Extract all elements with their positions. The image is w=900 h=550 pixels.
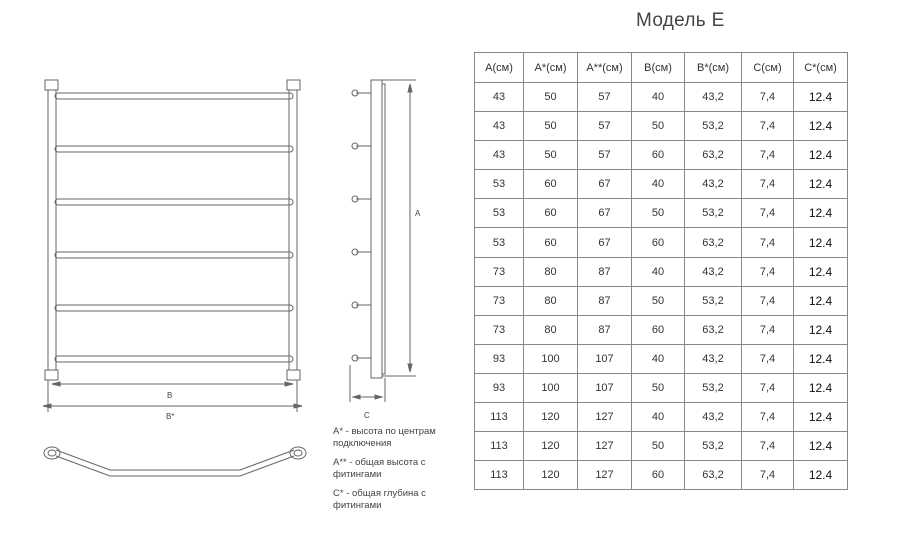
header-cell: C(см) bbox=[742, 53, 794, 83]
spec-table bbox=[474, 52, 848, 490]
table-cell: 40 bbox=[632, 344, 685, 373]
header-cell: A**(см) bbox=[578, 53, 632, 83]
table-cell: 12.4 bbox=[794, 432, 848, 461]
table-cell: 50 bbox=[632, 286, 685, 315]
table-cell: 7,4 bbox=[742, 141, 794, 170]
table-row bbox=[475, 286, 848, 315]
note-a-star: A* - высота по центрам подключения bbox=[333, 426, 436, 449]
note-c-star: C* - общая глубина с фитингами bbox=[333, 488, 426, 511]
table-cell: 120 bbox=[524, 461, 578, 490]
table-cell: 87 bbox=[578, 315, 632, 344]
table-header-row bbox=[475, 53, 848, 83]
header-cell: B(см) bbox=[632, 53, 685, 83]
table-cell: 12.4 bbox=[794, 199, 848, 228]
table-cell: 87 bbox=[578, 286, 632, 315]
table-row bbox=[475, 228, 848, 257]
table-cell: 67 bbox=[578, 170, 632, 199]
table-cell: 7,4 bbox=[742, 228, 794, 257]
table-cell: 53,2 bbox=[685, 286, 742, 315]
table-cell: 12.4 bbox=[794, 344, 848, 373]
table-cell: 50 bbox=[632, 112, 685, 141]
table-cell: 50 bbox=[632, 199, 685, 228]
table-body bbox=[475, 83, 848, 490]
table-cell: 60 bbox=[524, 199, 578, 228]
table-cell: 43,2 bbox=[685, 344, 742, 373]
table-cell: 7,4 bbox=[742, 315, 794, 344]
table-cell: 43 bbox=[475, 112, 524, 141]
table-row bbox=[475, 344, 848, 373]
table-cell: 100 bbox=[524, 373, 578, 402]
table-cell: 12.4 bbox=[794, 403, 848, 432]
table-cell: 107 bbox=[578, 373, 632, 402]
table-cell: 53,2 bbox=[685, 373, 742, 402]
table-cell: 7,4 bbox=[742, 461, 794, 490]
table-cell: 100 bbox=[524, 344, 578, 373]
header-cell: C*(см) bbox=[794, 53, 848, 83]
table-cell: 40 bbox=[632, 170, 685, 199]
table-cell: 43,2 bbox=[685, 403, 742, 432]
table-cell: 127 bbox=[578, 432, 632, 461]
table-cell: 120 bbox=[524, 432, 578, 461]
table-row bbox=[475, 403, 848, 432]
table-cell: 12.4 bbox=[794, 112, 848, 141]
table-cell: 7,4 bbox=[742, 199, 794, 228]
table-cell: 50 bbox=[632, 432, 685, 461]
table-cell: 57 bbox=[578, 83, 632, 112]
table-row bbox=[475, 257, 848, 286]
table-cell: 80 bbox=[524, 315, 578, 344]
table-cell: 7,4 bbox=[742, 112, 794, 141]
table-cell: 63,2 bbox=[685, 228, 742, 257]
table-cell: 60 bbox=[524, 170, 578, 199]
table-cell: 80 bbox=[524, 257, 578, 286]
table-cell: 50 bbox=[524, 141, 578, 170]
table-cell: 57 bbox=[578, 112, 632, 141]
table-cell: 63,2 bbox=[685, 315, 742, 344]
table-cell: 12.4 bbox=[794, 83, 848, 112]
table-cell: 63,2 bbox=[685, 461, 742, 490]
table-cell: 73 bbox=[475, 286, 524, 315]
table-cell: 60 bbox=[632, 461, 685, 490]
header-cell: A(см) bbox=[475, 53, 524, 83]
table-row bbox=[475, 432, 848, 461]
table-cell: 113 bbox=[475, 403, 524, 432]
table-cell: 113 bbox=[475, 432, 524, 461]
rungs bbox=[55, 93, 293, 362]
legend-notes bbox=[333, 426, 463, 519]
table-cell: 12.4 bbox=[794, 141, 848, 170]
table-cell: 50 bbox=[524, 112, 578, 141]
table-cell: 127 bbox=[578, 461, 632, 490]
label-b: B bbox=[167, 391, 173, 400]
table-cell: 73 bbox=[475, 257, 524, 286]
side-view bbox=[350, 80, 416, 402]
table-cell: 12.4 bbox=[794, 315, 848, 344]
table-cell: 63,2 bbox=[685, 141, 742, 170]
table-cell: 53 bbox=[475, 170, 524, 199]
table-cell: 43,2 bbox=[685, 83, 742, 112]
table-row bbox=[475, 112, 848, 141]
table-cell: 53 bbox=[475, 228, 524, 257]
table-cell: 53,2 bbox=[685, 432, 742, 461]
table-cell: 12.4 bbox=[794, 461, 848, 490]
table-cell: 40 bbox=[632, 83, 685, 112]
table-cell: 43 bbox=[475, 83, 524, 112]
table-cell: 7,4 bbox=[742, 432, 794, 461]
table-cell: 43 bbox=[475, 141, 524, 170]
table-cell: 73 bbox=[475, 315, 524, 344]
table-cell: 80 bbox=[524, 286, 578, 315]
table-row bbox=[475, 461, 848, 490]
table-cell: 12.4 bbox=[794, 257, 848, 286]
label-a: A bbox=[415, 209, 421, 218]
label-b-star: B* bbox=[166, 412, 175, 421]
table-cell: 7,4 bbox=[742, 83, 794, 112]
table-cell: 7,4 bbox=[742, 373, 794, 402]
model-title: Модель Е bbox=[636, 10, 725, 31]
table-cell: 107 bbox=[578, 344, 632, 373]
front-view bbox=[43, 80, 302, 412]
table-cell: 127 bbox=[578, 403, 632, 432]
table-cell: 67 bbox=[578, 228, 632, 257]
table-row bbox=[475, 141, 848, 170]
table-cell: 7,4 bbox=[742, 403, 794, 432]
table-cell: 120 bbox=[524, 403, 578, 432]
table-cell: 60 bbox=[632, 228, 685, 257]
note-a-double-star: A** - общая высота с фитингами bbox=[333, 457, 426, 480]
table-cell: 12.4 bbox=[794, 228, 848, 257]
table-cell: 93 bbox=[475, 373, 524, 402]
label-c: C bbox=[364, 411, 370, 420]
table-cell: 87 bbox=[578, 257, 632, 286]
table-cell: 12.4 bbox=[794, 373, 848, 402]
table-cell: 60 bbox=[632, 315, 685, 344]
table-row bbox=[475, 83, 848, 112]
table-cell: 7,4 bbox=[742, 257, 794, 286]
table-cell: 60 bbox=[632, 141, 685, 170]
table-cell: 50 bbox=[632, 373, 685, 402]
table-cell: 7,4 bbox=[742, 170, 794, 199]
table-cell: 113 bbox=[475, 461, 524, 490]
table-cell: 43,2 bbox=[685, 170, 742, 199]
table-row bbox=[475, 199, 848, 228]
table-row bbox=[475, 315, 848, 344]
table-cell: 7,4 bbox=[742, 286, 794, 315]
top-view bbox=[44, 447, 306, 476]
table-cell: 40 bbox=[632, 257, 685, 286]
table-cell: 12.4 bbox=[794, 170, 848, 199]
table-cell: 50 bbox=[524, 83, 578, 112]
table-cell: 67 bbox=[578, 199, 632, 228]
table-cell: 53 bbox=[475, 199, 524, 228]
table-cell: 40 bbox=[632, 403, 685, 432]
header-cell: A*(см) bbox=[524, 53, 578, 83]
table-row bbox=[475, 170, 848, 199]
table-cell: 60 bbox=[524, 228, 578, 257]
table-cell: 12.4 bbox=[794, 286, 848, 315]
table-cell: 53,2 bbox=[685, 112, 742, 141]
table-cell: 93 bbox=[475, 344, 524, 373]
header-cell: B*(см) bbox=[685, 53, 742, 83]
table-cell: 7,4 bbox=[742, 344, 794, 373]
table-cell: 53,2 bbox=[685, 199, 742, 228]
table-row bbox=[475, 373, 848, 402]
table-cell: 57 bbox=[578, 141, 632, 170]
table-cell: 43,2 bbox=[685, 257, 742, 286]
